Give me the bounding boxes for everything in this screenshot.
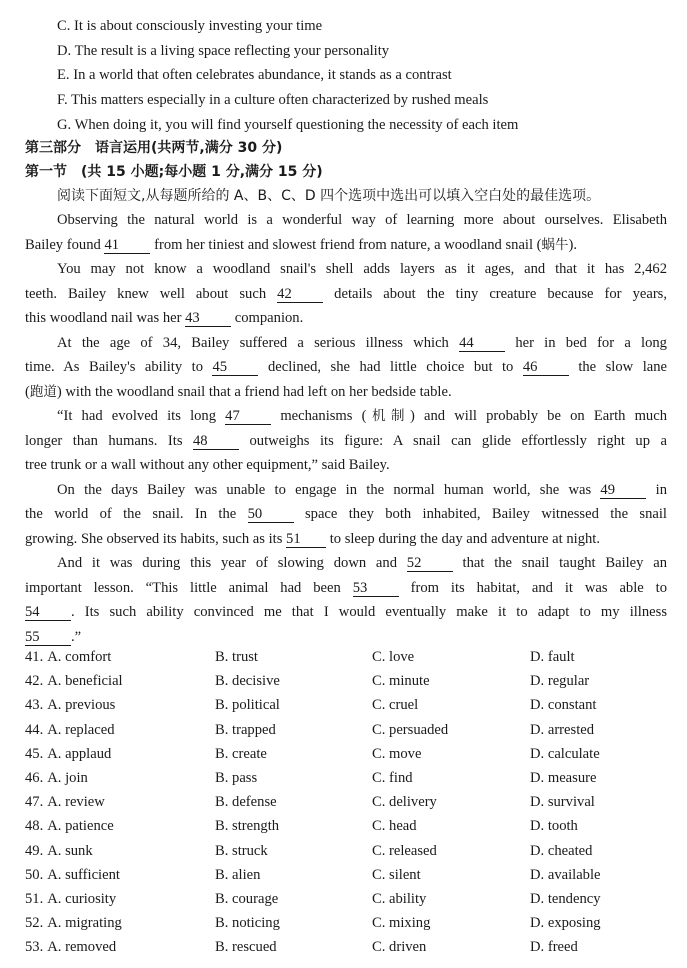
question-number: 52. [25,915,44,932]
question-number: 44. [25,721,44,738]
question-42-option-c[interactable]: C. minute [372,673,430,690]
prev-option-f: F. This matters especially in a culture often characterized by rushed meals [57,92,489,108]
passage-text: from its habitat, and it was able to [398,579,667,596]
passage-text: outweighs its figure: A snail can glide effortlessly right up a [239,432,667,449]
question-41-option-d[interactable]: D. fault [530,649,575,665]
question-45-option-b[interactable]: B. create [215,745,267,762]
question-46-option-d[interactable]: D. measure [530,770,597,786]
question-53-option-d[interactable]: D. freed [530,939,578,956]
passage-line [25,282,667,307]
passage-text: that the snail taught Bailey an [452,555,667,571]
passage-text: ) and will probably be on Earth much [410,408,667,424]
chinese-gloss: 机制 [366,408,411,424]
passage [25,208,667,649]
question-50-option-b[interactable]: B. alien [215,866,261,883]
passage-line: You may not know a woodland snail's shell adds layers as it ages, and that it has 2,462 [57,261,667,277]
option-text: A. review [47,794,105,811]
passage-line [25,576,667,601]
question-number: 46. [25,770,44,786]
passage-text: from her tiniest and slowest friend from nature, a woodland snail ( [150,236,542,253]
question-number: 43. [25,697,44,714]
passage-text: .” [71,628,82,645]
passage-text: . Its such ability convinced me that I would eventually make it to adapt to my illness [71,604,667,620]
question-51-option-c[interactable]: C. ability [372,891,427,907]
passage-text: the world of the snail. In the [25,506,248,522]
chinese-gloss: 跑道 [29,383,57,400]
passage-line [25,429,667,454]
question-number: 41. [25,649,44,665]
question-47-option-d[interactable]: D. survival [530,794,595,811]
question-52-option-b[interactable]: B. noticing [215,915,280,932]
question-number: 53. [25,939,44,956]
passage-text: longer than humans. Its [25,432,193,449]
passage-text: in [646,481,668,498]
passage-text: mechanisms ( [271,408,367,424]
blank-54: 54 [25,604,71,621]
question-number: 50. [25,866,44,883]
question-52-option-a[interactable] [25,914,122,932]
passage-text: And it was during this year of slowing down and [57,555,407,571]
blank-41: 41 [104,237,150,254]
question-number: 49. [25,842,44,859]
passage-line: (跑道) with the woodland snail that a friend had left on her bedside table. [25,383,452,400]
question-44-option-d[interactable]: D. arrested [530,721,595,738]
passage-text: declined, she had little choice but to [258,359,523,375]
question-43-option-a[interactable] [25,696,115,714]
passage-text: the slow lane [568,359,667,375]
prev-option-g: G. When doing it, you will find yourself questioning the necessity of each item [57,117,519,133]
part-heading: 第三部分 语言运用(共两节,满分 30 分) [25,140,283,156]
passage-text: At the age of 34, Bailey suffered a serious illness which [57,334,460,351]
question-51-option-d[interactable]: D. tendency [530,891,601,907]
question-50-option-a[interactable] [25,866,120,884]
section-heading: 第一节 (共 15 小题;每小题 1 分,满分 15 分) [25,164,323,180]
option-text: A. sufficient [47,866,120,883]
passage-line [25,404,667,429]
question-41-option-c[interactable]: C. love [372,649,415,665]
question-47-option-a[interactable] [25,793,105,811]
option-text: A. beneficial [47,673,123,690]
option-text: A. comfort [47,649,112,665]
question-53-option-b[interactable]: B. rescued [215,939,277,956]
blank-49: 49 [600,482,646,499]
passage-line: Observing the natural world is a wonderful way of learning more about ourselves. Elisabeth [57,212,667,228]
prev-option-d: D. The result is a living space reflecting your personality [57,43,390,59]
question-46-option-a[interactable] [25,769,88,787]
blank-42: 42 [277,286,323,303]
prev-option-e: E. In a world that often celebrates abundance, it stands as a contrast [57,67,452,83]
question-44-option-c[interactable]: C. persuaded [372,721,449,738]
passage-text: her in bed for a long [505,334,667,351]
passage-text: “It had evolved its long [57,408,226,424]
question-48-option-b[interactable]: B. strength [215,818,280,835]
question-46-option-c[interactable]: C. find [372,770,413,786]
passage-line [25,331,667,356]
passage-line [25,478,667,503]
passage-text: ). [568,236,578,253]
passage-line [25,600,667,625]
question-51-option-b[interactable]: B. courage [215,891,279,907]
option-text: A. replaced [47,721,115,738]
blank-52: 52 [407,555,453,572]
passage-line [25,551,667,576]
question-number: 51. [25,891,44,907]
blank-46: 46 [523,359,569,376]
blank-53: 53 [353,580,399,597]
question-50-option-c[interactable]: C. silent [372,866,421,883]
prev-option-c: C. It is about consciously investing your time [57,18,323,34]
question-50-option-d[interactable]: D. available [530,866,601,883]
question-41-option-a[interactable] [25,648,111,666]
question-48-option-d[interactable]: D. tooth [530,818,578,835]
question-43-option-c[interactable]: C. cruel [372,697,419,714]
question-41-option-b[interactable]: B. trust [215,649,258,665]
question-48-option-a[interactable] [25,817,114,835]
blank-50: 50 [248,506,294,523]
passage-text: growing. She observed its habits, such as its [25,530,287,547]
question-44-option-b[interactable]: B. trapped [215,721,276,738]
question-47-option-b[interactable]: B. defense [215,794,277,811]
option-text: A. join [47,770,88,786]
passage-text: important lesson. “This little animal had been [25,579,353,596]
blank-51: 51 [286,531,326,548]
question-49-option-b[interactable]: B. struck [215,842,268,859]
question-42-option-a[interactable] [25,672,123,690]
question-number: 42. [25,673,44,690]
option-text: A. migrating [47,915,122,932]
passage-line [25,502,667,527]
question-42-option-b[interactable]: B. decisive [215,673,280,690]
option-text: A. patience [47,818,114,835]
question-42-option-d[interactable]: D. regular [530,673,590,690]
question-46-option-b[interactable]: B. pass [215,770,258,786]
question-45-option-c[interactable]: C. move [372,745,422,762]
question-43-option-d[interactable]: D. constant [530,697,597,714]
question-43-option-b[interactable]: B. political [215,697,280,714]
option-text: A. sunk [47,842,93,859]
question-52-option-c[interactable]: C. mixing [372,915,431,932]
passage-text: space they both inhabited, Bailey witnessed the snail [293,506,667,522]
question-45-option-d[interactable]: D. calculate [530,745,600,762]
passage-text: ) with the woodland snail that a friend had left on her bedside table. [56,383,452,400]
blank-48: 48 [193,433,239,450]
passage-text: On the days Bailey was unable to engage in the normal human world, she was [57,481,601,498]
question-49-option-a[interactable] [25,842,93,860]
option-text: A. curiosity [47,891,117,907]
blank-55: 55 [25,629,71,646]
question-53-option-a[interactable] [25,938,116,956]
passage-line [25,527,667,552]
passage-text: teeth. Bailey knew well about such [25,285,278,302]
blank-44: 44 [459,335,505,352]
passage-line [25,233,667,258]
passage-text: details about the tiny creature because for years, [323,285,668,302]
question-49-option-d[interactable]: D. cheated [530,842,593,859]
passage-line [25,306,667,331]
question-51-option-a[interactable] [25,890,116,908]
question-53-option-c[interactable]: C. driven [372,939,427,956]
question-44-option-a[interactable] [25,721,115,739]
question-45-option-a[interactable] [25,745,111,763]
chinese-gloss: 蜗牛 [541,236,569,253]
option-text: A. removed [47,939,117,956]
question-49-option-c[interactable]: C. released [372,842,437,859]
passage-text: companion. [231,310,304,326]
blank-47: 47 [225,408,271,425]
question-number: 45. [25,745,44,762]
blank-45: 45 [212,359,258,376]
option-text: A. applaud [47,745,112,762]
passage-line: tree trunk or a wall without any other equipment,” said Bailey. [25,457,390,473]
option-text: A. previous [47,697,116,714]
question-47-option-c[interactable]: C. delivery [372,794,437,811]
question-52-option-d[interactable]: D. exposing [530,915,601,932]
instruction: 阅读下面短文,从每题所给的 A、B、C、D 四个选项中选出可以填入空白处的最佳选项。 [57,188,601,204]
question-number: 47. [25,794,44,811]
question-48-option-c[interactable]: C. head [372,818,417,835]
passage-text: this woodland nail was her [25,310,186,326]
passage-text: to sleep during the day and adventure at night. [326,530,601,547]
passage-line [25,355,667,380]
passage-text: time. As Bailey's ability to [25,359,213,375]
passage-text: Bailey found [25,236,105,253]
blank-43: 43 [185,310,231,327]
question-number: 48. [25,818,44,835]
passage-line [25,625,667,650]
